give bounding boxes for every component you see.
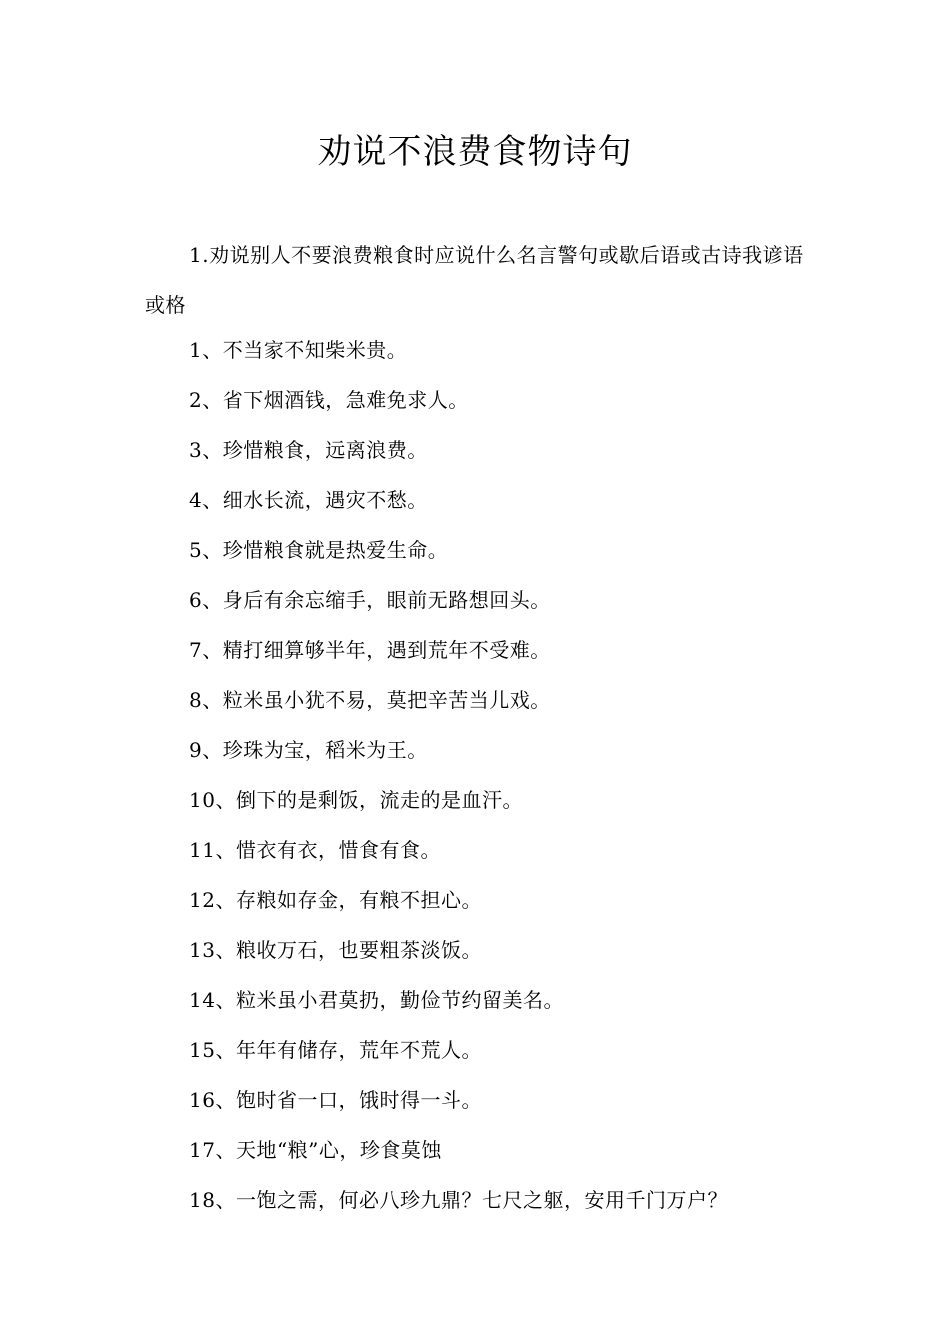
page-title: 劝说不浪费食物诗句 xyxy=(317,132,633,172)
list-item: 4、细水长流，遇灾不愁。 xyxy=(189,488,428,512)
list-item: 10、倒下的是剩饭，流走的是血汗。 xyxy=(189,788,523,812)
list-item: 16、饱时省一口，饿时得一斗。 xyxy=(189,1088,482,1112)
list-item: 12、存粮如存金，有粮不担心。 xyxy=(189,888,482,912)
list-item: 13、粮收万石，也要粗茶淡饭。 xyxy=(189,938,482,962)
list-item: 14、粒米虽小君莫扔，勤俭节约留美名。 xyxy=(189,988,564,1012)
saying-list xyxy=(189,325,829,1225)
list-item: 2、省下烟酒钱，急难免求人。 xyxy=(189,388,469,412)
list-item: 11、惜衣有衣，惜食有食。 xyxy=(189,838,441,862)
list-item: 8、粒米虽小犹不易，莫把辛苦当儿戏。 xyxy=(189,688,551,712)
list-item: 3、珍惜粮食，远离浪费。 xyxy=(189,438,428,462)
list-item: 9、珍珠为宝，稻米为王。 xyxy=(189,738,428,762)
list-item: 7、精打细算够半年，遇到荒年不受难。 xyxy=(189,638,551,662)
list-item: 6、身后有余忘缩手，眼前无路想回头。 xyxy=(189,588,551,612)
list-item: 5、珍惜粮食就是热爱生命。 xyxy=(189,538,449,562)
intro-paragraph: 1.劝说别人不要浪费粮食时应说什么名言警句或歇后语或古诗我谚语或格 xyxy=(145,243,804,317)
list-item: 18、一饱之需，何必八珍九鼎？七尺之躯，安用千门万户？ xyxy=(189,1188,728,1212)
list-item: 17、天地“粮”心，珍食莫蚀 xyxy=(189,1138,442,1162)
list-item: 1、不当家不知柴米贵。 xyxy=(189,338,408,362)
list-item: 15、年年有储存，荒年不荒人。 xyxy=(189,1038,482,1062)
